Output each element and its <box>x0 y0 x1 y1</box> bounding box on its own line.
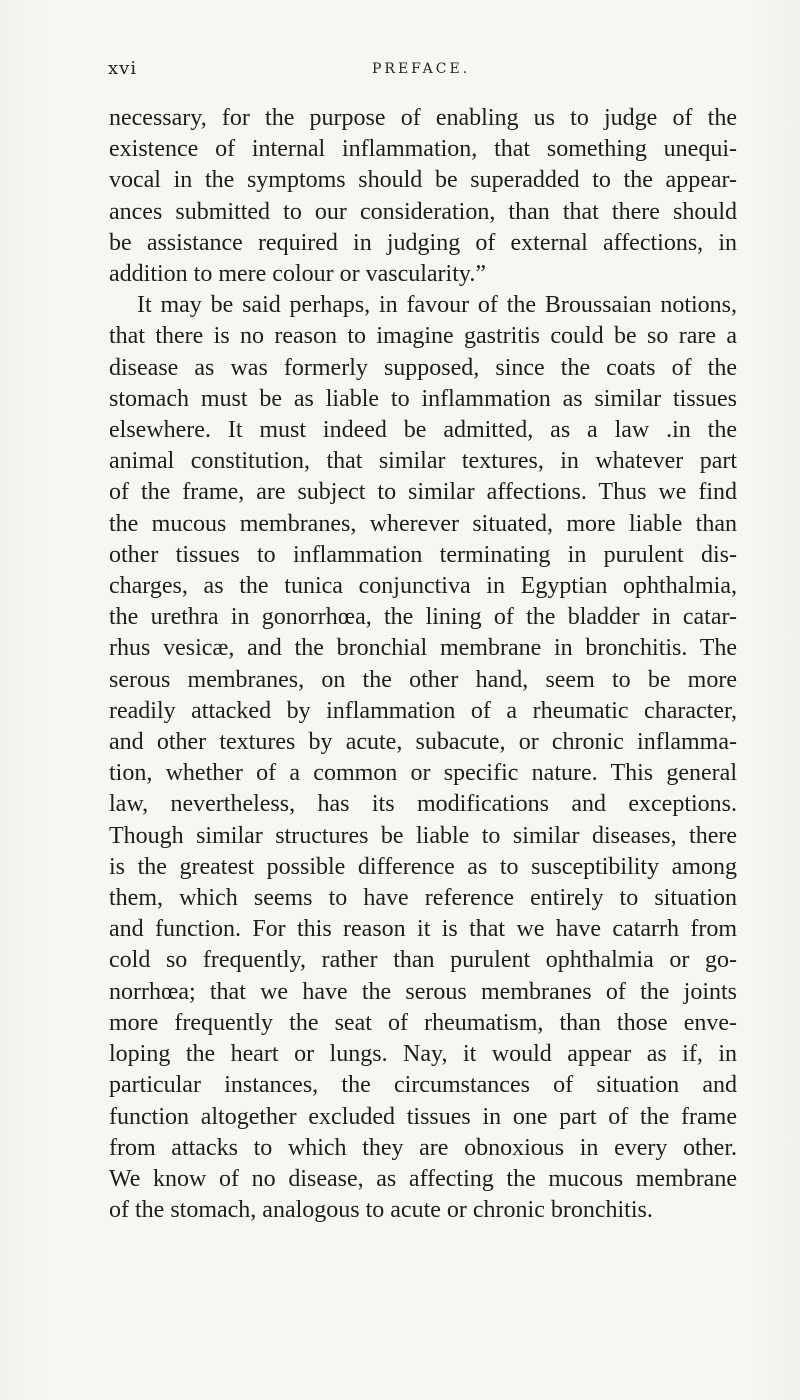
running-head <box>108 58 728 82</box>
body-text <box>109 103 737 1226</box>
text-line: addition to mere colour or vascularity.” <box>109 261 486 288</box>
text-line: from attacks to which they are obnoxious in every other. <box>109 1134 737 1161</box>
text-line: function altogether excluded tissues in one part of the frame <box>109 1103 737 1130</box>
text-line: readily attacked by inflammation of a rheumatic character, <box>109 697 737 724</box>
text-line: is the greatest possible difference as to susceptibility among <box>109 853 737 880</box>
text-line: ances submitted to our consideration, than that there should <box>109 198 737 225</box>
text-line: It may be said perhaps, in favour of the Broussaian notions, <box>137 292 737 319</box>
text-line: elsewhere. It must indeed be admitted, as a law .in the <box>109 417 737 444</box>
text-line: stomach must be as liable to inflammation as similar tissues <box>109 385 737 412</box>
text-line: be assistance required in judging of external affections, in <box>109 229 737 256</box>
text-line: cold so frequently, rather than purulent ophthalmia or go- <box>109 947 737 974</box>
text-line: We know of no disease, as affecting the mucous membrane <box>109 1165 737 1192</box>
text-line: other tissues to inflammation terminating in purulent dis- <box>109 541 737 568</box>
text-line: the mucous membranes, wherever situated, more liable than <box>109 510 737 537</box>
text-line: and other textures by acute, subacute, or chronic inflamma- <box>109 729 737 756</box>
text-line: existence of internal inflammation, that something unequi- <box>109 136 737 163</box>
text-line: of the frame, are subject to similar affections. Thus we find <box>109 479 737 506</box>
text-line: vocal in the symptoms should be superadded to the appear- <box>109 167 737 194</box>
text-line: of the stomach, analogous to acute or chronic bronchitis. <box>109 1197 653 1224</box>
text-line: necessary, for the purpose of enabling us to judge of the <box>109 105 737 131</box>
text-line: norrhœa; that we have the serous membranes of the joints <box>109 978 737 1005</box>
running-title: PREFACE. <box>372 61 471 77</box>
text-line: tion, whether of a common or specific nature. This general <box>109 760 737 787</box>
text-line: loping the heart or lungs. Nay, it would appear as if, in <box>109 1041 737 1068</box>
text-line: Though similar structures be liable to similar diseases, there <box>109 822 737 849</box>
text-line: that there is no reason to imagine gastritis could be so rare a <box>109 323 737 350</box>
text-line: particular instances, the circumstances of situation and <box>109 1072 737 1099</box>
text-line: and function. For this reason it is that we have catarrh from <box>109 916 737 943</box>
text-line: more frequently the seat of rheumatism, than those enve- <box>109 1009 737 1036</box>
text-line: rhus vesicæ, and the bronchial membrane in bronchitis. The <box>109 635 737 662</box>
text-line: disease as was formerly supposed, since the coats of the <box>109 354 737 381</box>
page-number: xvi <box>108 58 138 79</box>
text-line: serous membranes, on the other hand, seem to be more <box>109 666 737 693</box>
text-line: the urethra in gonorrhœa, the lining of the bladder in catar- <box>109 604 737 631</box>
text-line: animal constitution, that similar textures, in whatever part <box>109 448 737 475</box>
text-line: charges, as the tunica conjunctiva in Egyptian ophthalmia, <box>109 573 737 600</box>
text-line: law, nevertheless, has its modifications and exceptions. <box>109 791 737 818</box>
text-line: them, which seems to have reference entirely to situation <box>109 885 737 912</box>
